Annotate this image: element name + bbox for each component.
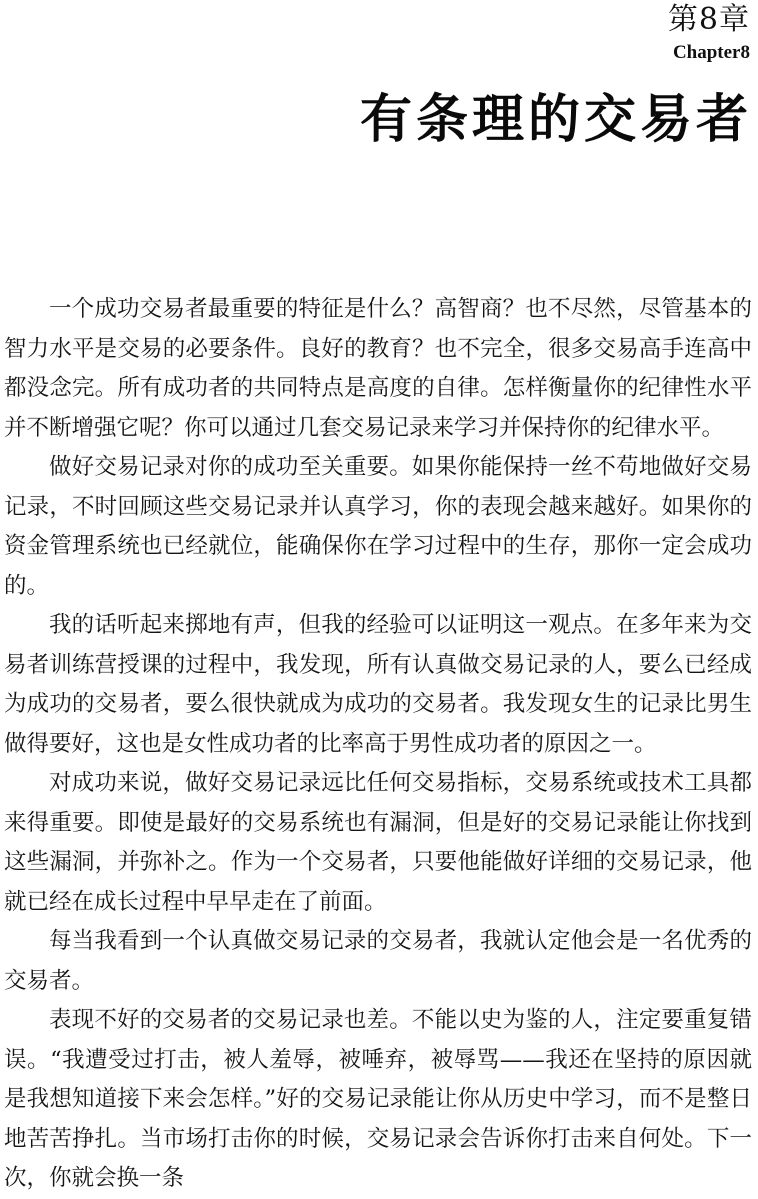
paragraph: 做好交易记录对你的成功至关重要。如果你能保持一丝不苟地做好交易记录，不时回顾这些交易记录并认真学习，你的表现会越来越好。如果你的资金管理系统也已经就位，能确保你在学习过程中的生存，那你一定会成功的。 <box>4 454 752 599</box>
chapter-title: 有条理的交易者 <box>359 90 752 150</box>
chapter-number: 第8章 <box>667 2 750 37</box>
chapter-english-label: Chapter8 <box>672 42 750 63</box>
body-text <box>0 290 758 1199</box>
paragraph: 每当我看到一个认真做交易记录的交易者，我就认定他会是一名优秀的交易者。 <box>4 928 752 994</box>
paragraph: 我的话听起来掷地有声，但我的经验可以证明这一观点。在多年来为交易者训练营授课的过程中，我发现，所有认真做交易记录的人，要么已经成为成功的交易者，要么很快就成为成功的交易者。我发现女生的记录比男生做得要好，这也是女性成功者的比率高于男性成功者的原因之一。 <box>4 612 752 757</box>
paragraph: 对成功来说，做好交易记录远比任何交易指标，交易系统或技术工具都来得重要。即使是最好的交易系统也有漏洞，但是好的交易记录能让你找到这些漏洞，并弥补之。作为一个交易者，只要他能做好详细的交易记录，他就已经在成长过程中早早走在了前面。 <box>4 770 752 915</box>
paragraph: 表现不好的交易者的交易记录也差。不能以史为鉴的人，注定要重复错误。“我遭受过打击，被人羞辱，被唾弃，被辱骂——我还在坚持的原因就是我想知道接下来会怎样。”好的交易记录能让你从历史中学习，而不是整日地苦苦挣扎。当市场打击你的时候，交易记录会告诉你打击来自何处。下一次，你就会换一条 <box>4 1007 752 1191</box>
paragraph: 一个成功交易者最重要的特征是什么？高智商？也不尽然，尽管基本的智力水平是交易的必要条件。良好的教育？也不完全，很多交易高手连高中都没念完。所有成功者的共同特点是高度的自律。怎样衡量你的纪律性水平并不断增强它呢？你可以通过几套交易记录来学习并保持你的纪律水平。 <box>4 296 752 441</box>
